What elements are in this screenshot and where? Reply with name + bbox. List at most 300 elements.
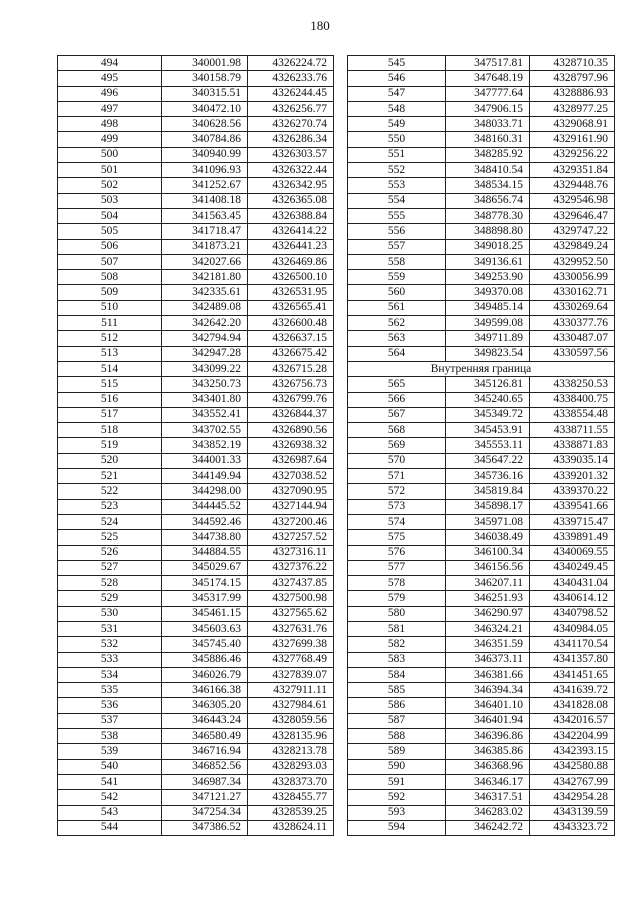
y-coordinate-cell: 4327631.76 — [248, 621, 334, 636]
x-coordinate-cell: 346580.49 — [162, 729, 248, 744]
point-number-cell: 516 — [58, 392, 162, 407]
y-coordinate-cell: 4328293.03 — [248, 759, 334, 774]
y-coordinate-cell: 4327500.98 — [248, 591, 334, 606]
point-number-cell: 576 — [348, 545, 446, 560]
y-coordinate-cell: 4342204.99 — [530, 729, 615, 744]
point-number-cell: 577 — [348, 560, 446, 575]
page-number: 180 — [310, 18, 330, 33]
point-number-cell: 560 — [348, 285, 446, 300]
section-row — [348, 361, 615, 376]
table-row — [348, 530, 615, 545]
y-coordinate-cell: 4329952.50 — [530, 254, 615, 269]
table-row — [348, 469, 615, 484]
table-row — [348, 224, 615, 239]
x-coordinate-cell: 342947.28 — [162, 346, 248, 361]
x-coordinate-cell: 342181.80 — [162, 270, 248, 285]
point-number-cell: 581 — [348, 621, 446, 636]
point-number-cell: 575 — [348, 530, 446, 545]
y-coordinate-cell: 4327768.49 — [248, 652, 334, 667]
y-coordinate-cell: 4326715.28 — [248, 361, 334, 376]
y-coordinate-cell: 4340249.45 — [530, 560, 615, 575]
table-row — [58, 331, 334, 346]
table-row — [58, 193, 334, 208]
x-coordinate-cell: 344592.46 — [162, 514, 248, 529]
point-number-cell: 548 — [348, 101, 446, 116]
y-coordinate-cell: 4326342.95 — [248, 178, 334, 193]
x-coordinate-cell: 347517.81 — [446, 56, 530, 71]
y-coordinate-cell: 4326799.76 — [248, 392, 334, 407]
point-number-cell: 519 — [58, 438, 162, 453]
y-coordinate-cell: 4326286.34 — [248, 132, 334, 147]
table-row — [58, 300, 334, 315]
point-number-cell: 527 — [58, 560, 162, 575]
y-coordinate-cell: 4330162.71 — [530, 285, 615, 300]
y-coordinate-cell: 4327257.52 — [248, 530, 334, 545]
y-coordinate-cell: 4328797.96 — [530, 71, 615, 86]
table-row — [58, 224, 334, 239]
y-coordinate-cell: 4340984.05 — [530, 621, 615, 636]
y-coordinate-cell: 4326303.57 — [248, 147, 334, 162]
x-coordinate-cell: 343401.80 — [162, 392, 248, 407]
table-row — [58, 759, 334, 774]
y-coordinate-cell: 4341170.54 — [530, 637, 615, 652]
point-number-cell: 562 — [348, 316, 446, 331]
y-coordinate-cell: 4326414.22 — [248, 224, 334, 239]
x-coordinate-cell: 347648.19 — [446, 71, 530, 86]
point-number-cell: 531 — [58, 621, 162, 636]
y-coordinate-cell: 4339891.49 — [530, 530, 615, 545]
point-number-cell: 513 — [58, 346, 162, 361]
y-coordinate-cell: 4328059.56 — [248, 713, 334, 728]
y-coordinate-cell: 4339370.22 — [530, 484, 615, 499]
x-coordinate-cell: 346385.86 — [446, 744, 530, 759]
x-coordinate-cell: 345898.17 — [446, 499, 530, 514]
x-coordinate-cell: 346251.93 — [446, 591, 530, 606]
table-row — [348, 254, 615, 269]
x-coordinate-cell: 347777.64 — [446, 86, 530, 101]
x-coordinate-cell: 340628.56 — [162, 117, 248, 132]
section-label: Внутренняя граница — [348, 361, 615, 376]
y-coordinate-cell: 4326565.41 — [248, 300, 334, 315]
x-coordinate-cell: 342642.20 — [162, 316, 248, 331]
table-row — [348, 713, 615, 728]
table-row — [348, 147, 615, 162]
table-row — [348, 560, 615, 575]
y-coordinate-cell: 4329546.98 — [530, 193, 615, 208]
table-row — [58, 377, 334, 392]
point-number-cell: 552 — [348, 163, 446, 178]
table-row — [58, 208, 334, 223]
table-row — [348, 178, 615, 193]
point-number-cell: 530 — [58, 606, 162, 621]
table-row — [58, 530, 334, 545]
point-number-cell: 582 — [348, 637, 446, 652]
point-number-cell: 555 — [348, 208, 446, 223]
table-row — [58, 484, 334, 499]
x-coordinate-cell: 348656.74 — [446, 193, 530, 208]
y-coordinate-cell: 4341451.65 — [530, 667, 615, 682]
y-coordinate-cell: 4326469.86 — [248, 254, 334, 269]
point-number-cell: 541 — [58, 774, 162, 789]
point-number-cell: 521 — [58, 469, 162, 484]
x-coordinate-cell: 348285.92 — [446, 147, 530, 162]
y-coordinate-cell: 4338250.53 — [530, 377, 615, 392]
table-row — [348, 270, 615, 285]
point-number-cell: 529 — [58, 591, 162, 606]
table-row — [348, 499, 615, 514]
point-number-cell: 510 — [58, 300, 162, 315]
table-row — [58, 239, 334, 254]
x-coordinate-cell: 348534.15 — [446, 178, 530, 193]
point-number-cell: 540 — [58, 759, 162, 774]
table-row — [58, 729, 334, 744]
point-number-cell: 591 — [348, 774, 446, 789]
y-coordinate-cell: 4326500.10 — [248, 270, 334, 285]
x-coordinate-cell: 345461.15 — [162, 606, 248, 621]
table-row — [348, 56, 615, 71]
table-row — [58, 545, 334, 560]
x-coordinate-cell: 346305.20 — [162, 698, 248, 713]
point-number-cell: 547 — [348, 86, 446, 101]
x-coordinate-cell: 340472.10 — [162, 101, 248, 116]
point-number-cell: 526 — [58, 545, 162, 560]
x-coordinate-cell: 349136.61 — [446, 254, 530, 269]
table-row — [58, 254, 334, 269]
y-coordinate-cell: 4327090.95 — [248, 484, 334, 499]
table-row — [348, 729, 615, 744]
point-number-cell: 578 — [348, 576, 446, 591]
x-coordinate-cell: 348160.31 — [446, 132, 530, 147]
table-row — [348, 346, 615, 361]
y-coordinate-cell: 4328539.25 — [248, 805, 334, 820]
x-coordinate-cell: 348778.30 — [446, 208, 530, 223]
table-row — [58, 392, 334, 407]
table-row — [348, 606, 615, 621]
table-row — [348, 453, 615, 468]
table-row — [58, 71, 334, 86]
y-coordinate-cell: 4327699.38 — [248, 637, 334, 652]
x-coordinate-cell: 349711.89 — [446, 331, 530, 346]
y-coordinate-cell: 4342016.57 — [530, 713, 615, 728]
x-coordinate-cell: 345126.81 — [446, 377, 530, 392]
point-number-cell: 508 — [58, 270, 162, 285]
point-number-cell: 503 — [58, 193, 162, 208]
table-row — [58, 637, 334, 652]
table-row — [58, 591, 334, 606]
table-row — [58, 499, 334, 514]
x-coordinate-cell: 341873.21 — [162, 239, 248, 254]
coordinates-table-left-body — [58, 56, 334, 836]
y-coordinate-cell: 4326270.74 — [248, 117, 334, 132]
x-coordinate-cell: 349823.54 — [446, 346, 530, 361]
point-number-cell: 496 — [58, 86, 162, 101]
point-number-cell: 559 — [348, 270, 446, 285]
table-row — [58, 576, 334, 591]
x-coordinate-cell: 346317.51 — [446, 790, 530, 805]
point-number-cell: 549 — [348, 117, 446, 132]
x-coordinate-cell: 345745.40 — [162, 637, 248, 652]
point-number-cell: 556 — [348, 224, 446, 239]
y-coordinate-cell: 4338554.48 — [530, 407, 615, 422]
y-coordinate-cell: 4326637.15 — [248, 331, 334, 346]
y-coordinate-cell: 4342767.99 — [530, 774, 615, 789]
point-number-cell: 571 — [348, 469, 446, 484]
table-row — [348, 101, 615, 116]
point-number-cell: 498 — [58, 117, 162, 132]
x-coordinate-cell: 344001.33 — [162, 453, 248, 468]
x-coordinate-cell: 345029.67 — [162, 560, 248, 575]
point-number-cell: 588 — [348, 729, 446, 744]
x-coordinate-cell: 346394.34 — [446, 683, 530, 698]
x-coordinate-cell: 346242.72 — [446, 820, 530, 835]
y-coordinate-cell: 4338711.55 — [530, 423, 615, 438]
point-number-cell: 561 — [348, 300, 446, 315]
point-number-cell: 550 — [348, 132, 446, 147]
x-coordinate-cell: 346100.34 — [446, 545, 530, 560]
point-number-cell: 557 — [348, 239, 446, 254]
y-coordinate-cell: 4341639.72 — [530, 683, 615, 698]
y-coordinate-cell: 4330487.07 — [530, 331, 615, 346]
table-row — [58, 453, 334, 468]
point-number-cell: 583 — [348, 652, 446, 667]
y-coordinate-cell: 4342393.15 — [530, 744, 615, 759]
y-coordinate-cell: 4326844.37 — [248, 407, 334, 422]
y-coordinate-cell: 4326600.48 — [248, 316, 334, 331]
x-coordinate-cell: 346346.17 — [446, 774, 530, 789]
point-number-cell: 523 — [58, 499, 162, 514]
point-number-cell: 589 — [348, 744, 446, 759]
x-coordinate-cell: 345819.84 — [446, 484, 530, 499]
point-number-cell: 512 — [58, 331, 162, 346]
point-number-cell: 544 — [58, 820, 162, 835]
y-coordinate-cell: 4326675.42 — [248, 346, 334, 361]
point-number-cell: 580 — [348, 606, 446, 621]
y-coordinate-cell: 4338400.75 — [530, 392, 615, 407]
point-number-cell: 592 — [348, 790, 446, 805]
y-coordinate-cell: 4329849.24 — [530, 239, 615, 254]
x-coordinate-cell: 340315.51 — [162, 86, 248, 101]
coordinates-table-right-bottom — [348, 377, 615, 836]
point-number-cell: 495 — [58, 71, 162, 86]
point-number-cell: 563 — [348, 331, 446, 346]
table-row — [348, 117, 615, 132]
point-number-cell: 520 — [58, 453, 162, 468]
y-coordinate-cell: 4329068.91 — [530, 117, 615, 132]
x-coordinate-cell: 346716.94 — [162, 744, 248, 759]
y-coordinate-cell: 4326365.08 — [248, 193, 334, 208]
x-coordinate-cell: 345603.63 — [162, 621, 248, 636]
point-number-cell: 506 — [58, 239, 162, 254]
x-coordinate-cell: 346324.21 — [446, 621, 530, 636]
point-number-cell: 518 — [58, 423, 162, 438]
y-coordinate-cell: 4329646.47 — [530, 208, 615, 223]
point-number-cell: 497 — [58, 101, 162, 116]
point-number-cell: 505 — [58, 224, 162, 239]
y-coordinate-cell: 4340798.52 — [530, 606, 615, 621]
table-row — [58, 652, 334, 667]
x-coordinate-cell: 346401.10 — [446, 698, 530, 713]
y-coordinate-cell: 4328455.77 — [248, 790, 334, 805]
x-coordinate-cell: 346290.97 — [446, 606, 530, 621]
x-coordinate-cell: 341718.47 — [162, 224, 248, 239]
point-number-cell: 569 — [348, 438, 446, 453]
table-row — [348, 86, 615, 101]
y-coordinate-cell: 4330597.56 — [530, 346, 615, 361]
table-row — [58, 606, 334, 621]
x-coordinate-cell: 341563.45 — [162, 208, 248, 223]
x-coordinate-cell: 349253.90 — [446, 270, 530, 285]
point-number-cell: 536 — [58, 698, 162, 713]
y-coordinate-cell: 4340614.12 — [530, 591, 615, 606]
point-number-cell: 499 — [58, 132, 162, 147]
x-coordinate-cell: 341252.67 — [162, 178, 248, 193]
table-row — [58, 774, 334, 789]
point-number-cell: 524 — [58, 514, 162, 529]
table-row — [348, 744, 615, 759]
x-coordinate-cell: 345647.22 — [446, 453, 530, 468]
table-row — [348, 300, 615, 315]
x-coordinate-cell: 346351.59 — [446, 637, 530, 652]
table-row — [348, 438, 615, 453]
y-coordinate-cell: 4328135.96 — [248, 729, 334, 744]
x-coordinate-cell: 342794.94 — [162, 331, 248, 346]
x-coordinate-cell: 348033.71 — [446, 117, 530, 132]
table-row — [58, 667, 334, 682]
table-row — [58, 270, 334, 285]
table-row — [348, 208, 615, 223]
table-row — [58, 469, 334, 484]
table-row — [348, 591, 615, 606]
point-number-cell: 504 — [58, 208, 162, 223]
y-coordinate-cell: 4340069.55 — [530, 545, 615, 560]
x-coordinate-cell: 346396.86 — [446, 729, 530, 744]
table-row — [58, 621, 334, 636]
point-number-cell: 573 — [348, 499, 446, 514]
table-row — [58, 361, 334, 376]
table-row — [348, 316, 615, 331]
y-coordinate-cell: 4326938.32 — [248, 438, 334, 453]
x-coordinate-cell: 344298.00 — [162, 484, 248, 499]
point-number-cell: 593 — [348, 805, 446, 820]
x-coordinate-cell: 343552.41 — [162, 407, 248, 422]
x-coordinate-cell: 345886.46 — [162, 652, 248, 667]
y-coordinate-cell: 4342580.88 — [530, 759, 615, 774]
point-number-cell: 507 — [58, 254, 162, 269]
table-row — [58, 514, 334, 529]
x-coordinate-cell: 340784.86 — [162, 132, 248, 147]
x-coordinate-cell: 341408.18 — [162, 193, 248, 208]
table-row — [348, 331, 615, 346]
table-row — [348, 576, 615, 591]
table-row — [348, 285, 615, 300]
y-coordinate-cell: 4328373.70 — [248, 774, 334, 789]
y-coordinate-cell: 4326388.84 — [248, 208, 334, 223]
point-number-cell: 546 — [348, 71, 446, 86]
y-coordinate-cell: 4343323.72 — [530, 820, 615, 835]
y-coordinate-cell: 4341828.08 — [530, 698, 615, 713]
x-coordinate-cell: 345174.15 — [162, 576, 248, 591]
y-coordinate-cell: 4326256.77 — [248, 101, 334, 116]
table-row — [348, 774, 615, 789]
x-coordinate-cell: 346026.79 — [162, 667, 248, 682]
point-number-cell: 502 — [58, 178, 162, 193]
x-coordinate-cell: 347254.34 — [162, 805, 248, 820]
y-coordinate-cell: 4328213.78 — [248, 744, 334, 759]
x-coordinate-cell: 340158.79 — [162, 71, 248, 86]
x-coordinate-cell: 348410.54 — [446, 163, 530, 178]
x-coordinate-cell: 343250.73 — [162, 377, 248, 392]
table-row — [348, 377, 615, 392]
x-coordinate-cell: 343702.55 — [162, 423, 248, 438]
table-row — [58, 285, 334, 300]
y-coordinate-cell: 4341357.80 — [530, 652, 615, 667]
point-number-cell: 554 — [348, 193, 446, 208]
table-row — [58, 316, 334, 331]
point-number-cell: 564 — [348, 346, 446, 361]
table-row — [348, 683, 615, 698]
x-coordinate-cell: 344149.94 — [162, 469, 248, 484]
table-row — [348, 667, 615, 682]
x-coordinate-cell: 346207.11 — [446, 576, 530, 591]
table-row — [58, 407, 334, 422]
x-coordinate-cell: 346373.11 — [446, 652, 530, 667]
table-row — [58, 713, 334, 728]
point-number-cell: 501 — [58, 163, 162, 178]
y-coordinate-cell: 4328977.25 — [530, 101, 615, 116]
coordinates-table-left — [57, 55, 334, 836]
point-number-cell: 584 — [348, 667, 446, 682]
x-coordinate-cell: 349485.14 — [446, 300, 530, 315]
y-coordinate-cell: 4339035.14 — [530, 453, 615, 468]
x-coordinate-cell: 341096.93 — [162, 163, 248, 178]
x-coordinate-cell: 349018.25 — [446, 239, 530, 254]
x-coordinate-cell: 348898.80 — [446, 224, 530, 239]
table-row — [58, 698, 334, 713]
point-number-cell: 579 — [348, 591, 446, 606]
point-number-cell: 543 — [58, 805, 162, 820]
table-row — [58, 346, 334, 361]
point-number-cell: 528 — [58, 576, 162, 591]
point-number-cell: 568 — [348, 423, 446, 438]
y-coordinate-cell: 4329161.90 — [530, 132, 615, 147]
x-coordinate-cell: 346381.66 — [446, 667, 530, 682]
table-row — [58, 560, 334, 575]
x-coordinate-cell: 346987.34 — [162, 774, 248, 789]
table-row — [348, 514, 615, 529]
y-coordinate-cell: 4329351.84 — [530, 163, 615, 178]
table-row — [58, 683, 334, 698]
y-coordinate-cell: 4339541.66 — [530, 499, 615, 514]
table-row — [348, 820, 615, 835]
point-number-cell: 565 — [348, 377, 446, 392]
table-row — [348, 790, 615, 805]
y-coordinate-cell: 4326987.64 — [248, 453, 334, 468]
x-coordinate-cell: 342027.66 — [162, 254, 248, 269]
point-number-cell: 567 — [348, 407, 446, 422]
point-number-cell: 494 — [58, 56, 162, 71]
point-number-cell: 538 — [58, 729, 162, 744]
x-coordinate-cell: 347386.52 — [162, 820, 248, 835]
x-coordinate-cell: 343852.19 — [162, 438, 248, 453]
x-coordinate-cell: 345317.99 — [162, 591, 248, 606]
x-coordinate-cell: 346283.02 — [446, 805, 530, 820]
table-row — [58, 423, 334, 438]
table-row — [348, 407, 615, 422]
table-row — [348, 163, 615, 178]
x-coordinate-cell: 346368.96 — [446, 759, 530, 774]
x-coordinate-cell: 345553.11 — [446, 438, 530, 453]
table-row — [348, 239, 615, 254]
